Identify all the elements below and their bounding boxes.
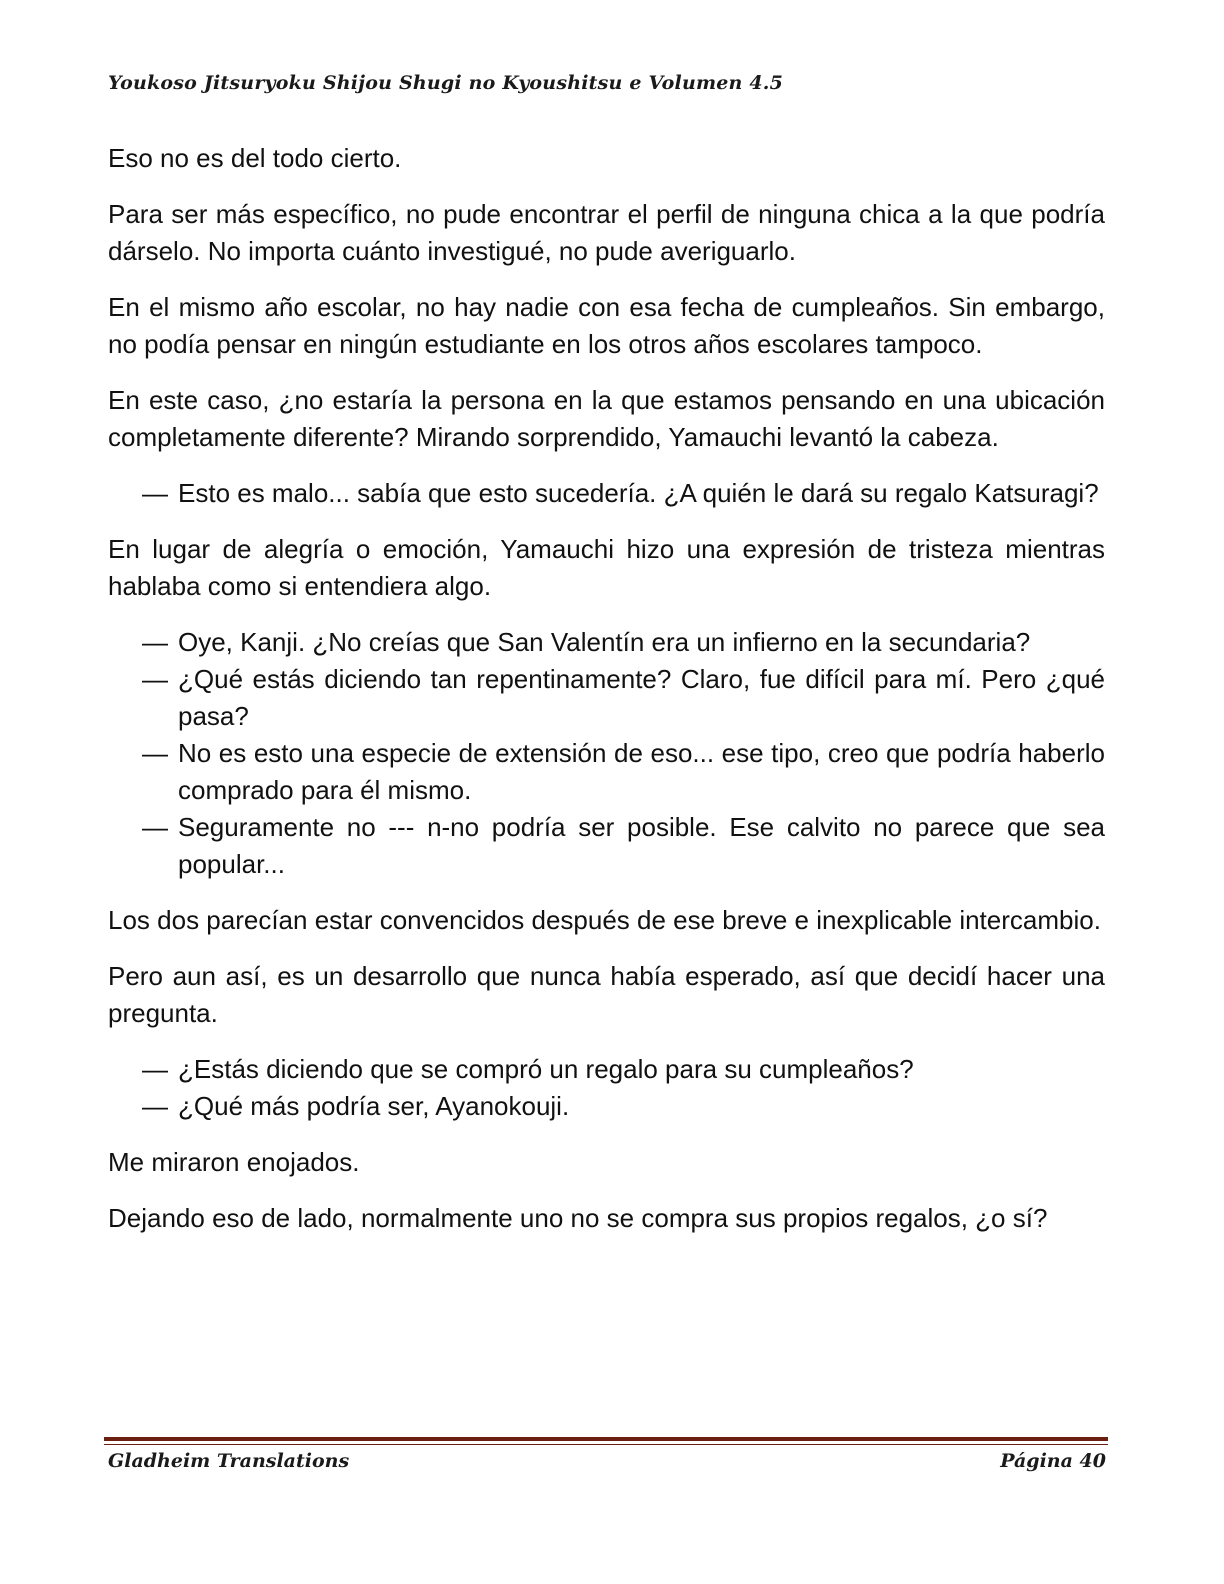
dialogue-block	[108, 624, 1105, 883]
paragraph: En este caso, ¿no estaría la persona en la que estamos pensando en una ubicación completamente diferente? Mirando sorprendido, Yamauchi levantó la cabeza.	[108, 385, 1105, 452]
paragraph: En el mismo año escolar, no hay nadie con esa fecha de cumpleaños. Sin embargo, no podía pensar en ningún estudiante en los otros años escolares tampoco.	[108, 292, 1105, 359]
footer-translator: Gladheim Translations	[108, 1450, 350, 1472]
dialogue-block	[108, 475, 1105, 512]
dialogue-dash: —	[142, 1054, 168, 1084]
dialogue-line	[108, 809, 1105, 883]
dialogue-line	[108, 661, 1105, 735]
dialogue-text: Esto es malo... sabía que esto sucedería. ¿A quién le dará su regalo Katsuragi?	[178, 478, 1099, 508]
paragraph: Eso no es del todo cierto.	[108, 143, 402, 173]
paragraph: Dejando eso de lado, normalmente uno no se compra sus propios regalos, ¿o sí?	[108, 1203, 1048, 1233]
dialogue-text: ¿Qué más podría ser, Ayanokouji.	[178, 1091, 570, 1121]
paragraph: Pero aun así, es un desarrollo que nunca había esperado, así que decidí hacer una pregunta.	[108, 961, 1105, 1028]
dialogue-line	[108, 1088, 1105, 1125]
dialogue-dash: —	[142, 738, 168, 768]
paragraph: En lugar de alegría o emoción, Yamauchi hizo una expresión de tristeza mientras hablaba como si entendiera algo.	[108, 534, 1105, 601]
paragraph: Los dos parecían estar convencidos después de ese breve e inexplicable intercambio.	[108, 905, 1101, 935]
dialogue-dash: —	[142, 812, 168, 842]
page-number: Página 40	[1000, 1450, 1106, 1472]
dialogue-text: Seguramente no --- n-no podría ser posible. Ese calvito no parece que sea popular...	[178, 812, 1105, 879]
page-body	[108, 140, 1105, 1256]
dialogue-text: ¿Qué estás diciendo tan repentinamente? Claro, fue difícil para mí. Pero ¿qué pasa?	[178, 664, 1105, 731]
dialogue-dash: —	[142, 1091, 168, 1121]
running-header: Youkoso Jitsuryoku Shijou Shugi no Kyoushitsu e Volumen 4.5	[108, 72, 784, 94]
dialogue-dash: —	[142, 478, 168, 508]
dialogue-dash: —	[142, 627, 168, 657]
dialogue-dash: —	[142, 664, 168, 694]
footer-divider-thin	[104, 1444, 1108, 1445]
dialogue-text: Oye, Kanji. ¿No creías que San Valentín era un infierno en la secundaria?	[178, 627, 1031, 657]
dialogue-line	[108, 475, 1105, 512]
dialogue-line	[108, 735, 1105, 809]
dialogue-text: ¿Estás diciendo que se compró un regalo para su cumpleaños?	[178, 1054, 914, 1084]
paragraph: Me miraron enojados.	[108, 1147, 360, 1177]
dialogue-line	[108, 624, 1105, 661]
footer-divider	[104, 1437, 1108, 1441]
dialogue-block	[108, 1051, 1105, 1125]
dialogue-text: No es esto una especie de extensión de eso... ese tipo, creo que podría haberlo comprado para él mismo.	[178, 738, 1105, 805]
paragraph: Para ser más específico, no pude encontrar el perfil de ninguna chica a la que podría dárselo. No importa cuánto investigué, no pude averiguarlo.	[108, 199, 1105, 266]
dialogue-line	[108, 1051, 1105, 1088]
